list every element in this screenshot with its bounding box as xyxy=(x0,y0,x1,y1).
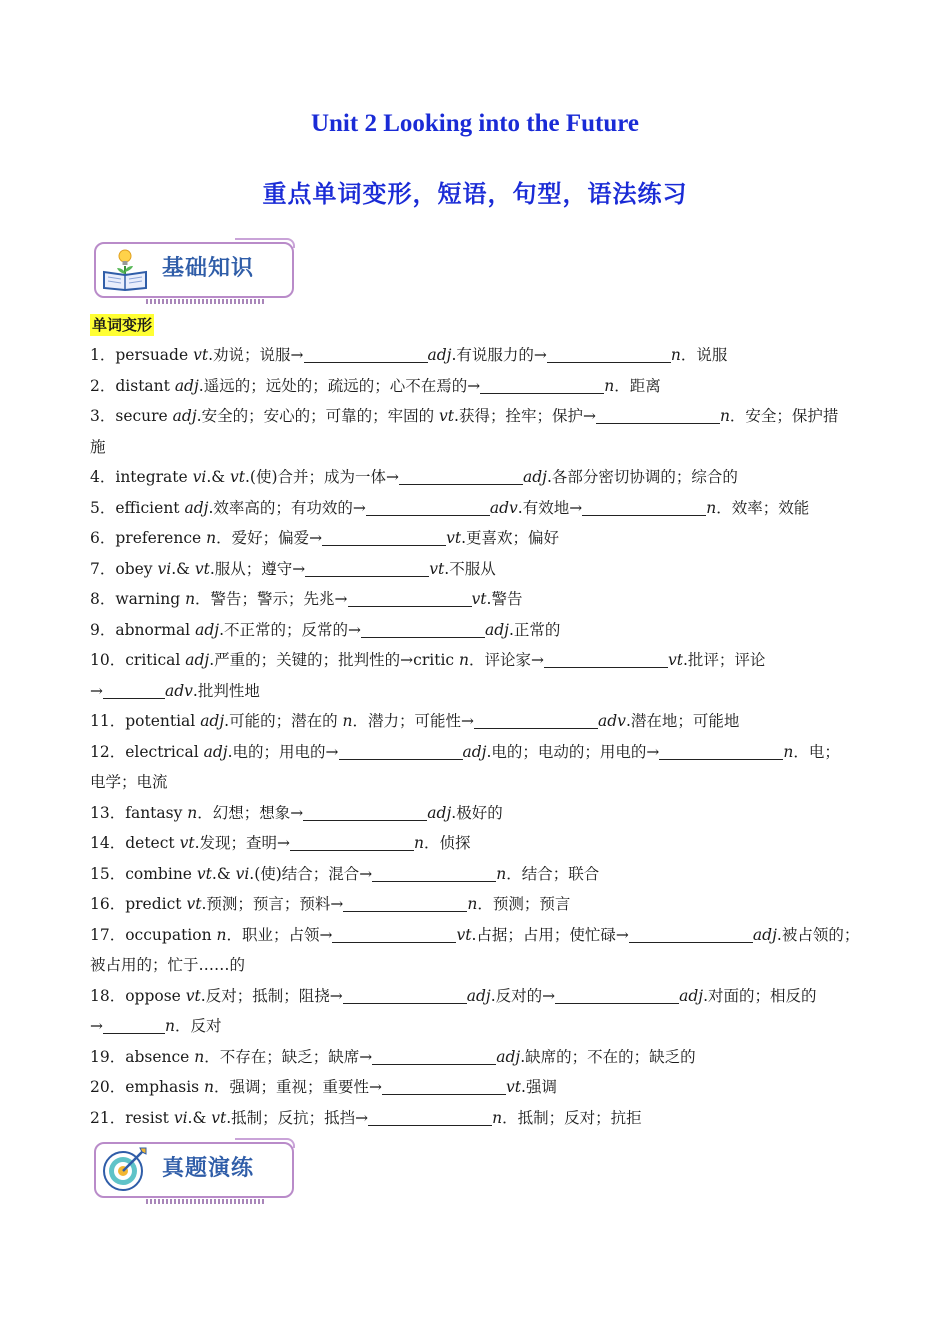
item-text: .批判性地 xyxy=(192,681,260,700)
answer-blank[interactable] xyxy=(332,926,456,943)
item-text: ．爱好；偏爱→ xyxy=(216,529,323,547)
item-text: .反对的→ xyxy=(490,986,556,1005)
part-of-speech: adv xyxy=(598,712,626,730)
answer-blank[interactable] xyxy=(372,865,496,882)
item-text: .不正常的；反常的→ xyxy=(219,620,361,639)
part-of-speech: vi xyxy=(157,559,172,578)
word-item-line xyxy=(90,651,765,669)
item-text: .有说服力的→ xyxy=(451,346,547,364)
part-of-speech: vi xyxy=(173,1108,188,1127)
answer-blank[interactable] xyxy=(399,469,523,486)
answer-blank[interactable] xyxy=(368,1109,492,1126)
answer-blank[interactable] xyxy=(629,926,753,943)
item-text: .(使)合并；成为一体→ xyxy=(244,468,399,486)
item-text: ．距离 xyxy=(614,376,661,395)
answer-blank[interactable] xyxy=(303,804,427,821)
word-item xyxy=(90,920,870,981)
word-item xyxy=(90,645,870,706)
word-item-line xyxy=(90,712,739,730)
word-item-line xyxy=(90,926,859,944)
item-text: 3．secure xyxy=(90,407,173,425)
answer-blank[interactable] xyxy=(480,377,604,394)
item-text: .极好的 xyxy=(451,803,503,822)
part-of-speech: n xyxy=(185,590,196,608)
item-text: ．侦探 xyxy=(423,834,471,852)
item-text: ．评论家→ xyxy=(469,651,544,669)
word-item xyxy=(90,859,870,890)
answer-blank[interactable] xyxy=(322,530,446,547)
open-book-lightbulb-icon xyxy=(100,244,150,294)
word-item xyxy=(90,981,870,1042)
item-text: .发现；查明→ xyxy=(194,834,290,852)
item-text: 20．emphasis xyxy=(90,1078,205,1096)
part-of-speech: adj xyxy=(195,620,220,639)
word-item xyxy=(90,615,870,646)
part-of-speech: vt xyxy=(668,651,683,669)
item-text: ．效率；效能 xyxy=(716,498,810,517)
word-item-line xyxy=(90,346,727,364)
item-text: ．不存在；缺乏；缺席→ xyxy=(204,1047,373,1066)
answer-blank[interactable] xyxy=(547,347,671,364)
item-text: ．潜力；可能性→ xyxy=(352,712,475,730)
part-of-speech: vt xyxy=(211,1108,227,1127)
item-text: ．预测；预言 xyxy=(477,895,571,913)
answer-blank[interactable] xyxy=(103,682,165,699)
part-of-speech: vi xyxy=(235,864,250,883)
section-label: 单词变形 xyxy=(92,316,153,334)
item-text: .(使)结合；混合→ xyxy=(249,864,373,883)
part-of-speech: vt xyxy=(439,407,455,425)
item-text: .服从；遵守→ xyxy=(209,559,306,578)
item-text: 8．warning xyxy=(90,590,186,608)
part-of-speech: adj xyxy=(203,742,228,761)
item-text: .严重的；关键的；批判性的→critic xyxy=(209,651,460,669)
word-item xyxy=(90,340,870,371)
word-item-line xyxy=(90,804,503,822)
document-subtitle: 重点单词变形，短语，句型，语法练习 xyxy=(262,180,688,208)
item-text: ．电； xyxy=(793,742,840,761)
answer-blank[interactable] xyxy=(343,987,467,1004)
item-text: .反对；抵制；阻挠→ xyxy=(200,986,343,1005)
word-item-line xyxy=(90,499,809,517)
answer-blank[interactable] xyxy=(596,408,720,425)
part-of-speech: vt xyxy=(196,864,212,883)
answer-blank[interactable] xyxy=(382,1079,506,1096)
word-item-continuation: 被占用的；忙于……的 xyxy=(90,956,246,974)
answer-blank[interactable] xyxy=(103,1018,165,1035)
item-text: .可能的；潜在的 xyxy=(224,712,343,730)
part-of-speech: adj xyxy=(185,651,210,669)
item-text: .占据；占用；使忙碌→ xyxy=(471,925,629,944)
item-text: ．幻想；想象→ xyxy=(197,803,304,822)
part-of-speech: n xyxy=(467,895,478,913)
word-item-line xyxy=(90,377,661,395)
word-item-line xyxy=(90,865,599,883)
word-item xyxy=(90,554,870,585)
item-text: .不服从 xyxy=(444,559,496,578)
item-text: 21．resist xyxy=(90,1108,174,1127)
part-of-speech: vt xyxy=(229,468,245,486)
part-of-speech: n xyxy=(216,925,227,944)
item-text: .劝说；说服→ xyxy=(208,346,304,364)
answer-blank[interactable] xyxy=(343,896,467,913)
word-item xyxy=(90,889,870,920)
item-text: .电的；电动的；用电的→ xyxy=(486,742,660,761)
part-of-speech: n xyxy=(206,529,217,547)
item-text: .& xyxy=(187,1108,212,1127)
practice-banner-label: 真题演练 xyxy=(162,1156,255,1181)
part-of-speech: vt xyxy=(471,590,487,608)
item-text: 15．combine xyxy=(90,864,197,883)
word-form-list xyxy=(90,340,870,1133)
word-item-continuation xyxy=(90,676,870,707)
answer-blank[interactable] xyxy=(659,743,783,760)
item-text: 16．predict xyxy=(90,895,187,913)
answer-blank[interactable] xyxy=(304,347,428,364)
part-of-speech: adj xyxy=(184,498,209,517)
item-text: ．安全；保护措 xyxy=(729,407,839,425)
answer-blank[interactable] xyxy=(544,652,668,669)
answer-blank[interactable] xyxy=(582,499,706,516)
word-item-line xyxy=(90,1078,557,1096)
item-text: → xyxy=(90,681,103,700)
part-of-speech: n xyxy=(719,407,730,425)
part-of-speech: n xyxy=(342,712,353,730)
word-item-line xyxy=(90,407,838,425)
part-of-speech: n xyxy=(670,346,681,364)
part-of-speech: adj xyxy=(484,620,509,639)
part-of-speech: adj xyxy=(496,1047,521,1066)
answer-blank[interactable] xyxy=(305,560,429,577)
word-item-line xyxy=(90,621,560,639)
item-text: ．说服 xyxy=(680,346,728,364)
item-text: .更喜欢；偏好 xyxy=(461,529,560,547)
answer-blank[interactable] xyxy=(555,987,679,1004)
item-text: .& xyxy=(206,468,230,486)
item-text: .& xyxy=(171,559,195,578)
item-text: 6．preference xyxy=(90,529,207,547)
part-of-speech: vt xyxy=(186,895,202,913)
item-text: .批评；评论 xyxy=(683,651,766,669)
basics-banner xyxy=(90,238,295,306)
item-text: 10．critical xyxy=(90,651,186,669)
word-item xyxy=(90,1103,870,1134)
part-of-speech: adv xyxy=(165,681,193,700)
part-of-speech: vt xyxy=(429,559,445,578)
word-item xyxy=(90,737,870,798)
part-of-speech: vt xyxy=(194,559,210,578)
part-of-speech: adj xyxy=(462,742,487,761)
item-text: .缺席的；不在的；缺乏的 xyxy=(520,1047,696,1066)
part-of-speech: vt xyxy=(185,986,201,1005)
item-text: .被占领的； xyxy=(776,925,860,944)
item-text: 1．persuade xyxy=(90,346,194,364)
item-text: .效率高的；有功效的→ xyxy=(208,498,366,517)
word-item-line xyxy=(90,743,840,761)
part-of-speech: n xyxy=(496,864,507,883)
document-title: Unit 2 Looking into the Future xyxy=(310,110,640,137)
word-item xyxy=(90,706,870,737)
item-text: .获得；拴牢；保护→ xyxy=(454,407,596,425)
answer-blank[interactable] xyxy=(290,835,414,852)
part-of-speech: adj xyxy=(752,925,777,944)
word-item-line xyxy=(90,895,570,913)
item-text: .潜在地；可能地 xyxy=(625,712,740,730)
part-of-speech: adj xyxy=(427,803,452,822)
part-of-speech: vt xyxy=(193,346,209,364)
item-text: .强调 xyxy=(521,1078,557,1096)
item-text: 9．abnormal xyxy=(90,620,196,639)
item-text: ．强调；重视；重要性→ xyxy=(214,1078,383,1096)
word-item xyxy=(90,401,870,462)
item-text: 11．potential xyxy=(90,712,201,730)
item-text: .电的；用电的→ xyxy=(227,742,339,761)
part-of-speech: n xyxy=(604,376,615,395)
word-item xyxy=(90,523,870,554)
word-item xyxy=(90,584,870,615)
target-dart-icon xyxy=(100,1144,150,1194)
word-item-line xyxy=(90,834,470,852)
answer-blank[interactable] xyxy=(474,713,598,730)
item-text: ．抵制；反对；抗拒 xyxy=(502,1108,642,1127)
part-of-speech: adj xyxy=(466,986,491,1005)
word-item-line xyxy=(90,987,817,1005)
item-text: .有效地→ xyxy=(517,498,583,517)
answer-blank[interactable] xyxy=(366,499,490,516)
word-item-line xyxy=(90,560,496,578)
item-text: ．警告；警示；先兆→ xyxy=(195,590,348,608)
part-of-speech: n xyxy=(204,1078,215,1096)
item-text: 13．fantasy xyxy=(90,803,188,822)
word-item-line xyxy=(90,1048,696,1066)
part-of-speech: vt xyxy=(506,1078,522,1096)
item-text: .预测；预言；预料→ xyxy=(201,895,344,913)
item-text: → xyxy=(90,1017,103,1035)
part-of-speech: n xyxy=(194,1047,205,1066)
word-item xyxy=(90,828,870,859)
word-item xyxy=(90,462,870,493)
part-of-speech: vi xyxy=(192,468,207,486)
part-of-speech: vt xyxy=(446,529,462,547)
word-item-line xyxy=(90,1109,642,1127)
item-text: .各部分密切协调的；综合的 xyxy=(546,468,738,486)
part-of-speech: vt xyxy=(179,834,195,852)
part-of-speech: adj xyxy=(174,376,199,395)
item-text: 12．electrical xyxy=(90,742,204,761)
part-of-speech: adv xyxy=(489,498,518,517)
item-text: .警告 xyxy=(486,590,523,608)
word-item xyxy=(90,1042,870,1073)
word-item xyxy=(90,798,870,829)
part-of-speech: n xyxy=(459,651,469,669)
part-of-speech: n xyxy=(492,1108,503,1127)
part-of-speech: n xyxy=(413,834,424,852)
answer-blank[interactable] xyxy=(361,621,485,638)
part-of-speech: n xyxy=(706,498,717,517)
word-item-line xyxy=(90,590,522,608)
answer-blank[interactable] xyxy=(372,1048,496,1065)
item-text: .对面的；相反的 xyxy=(703,986,817,1005)
item-text: 19．absence xyxy=(90,1047,195,1066)
item-text: .& xyxy=(211,864,236,883)
item-text: 2．distant xyxy=(90,376,175,395)
answer-blank[interactable] xyxy=(339,743,463,760)
item-text: 14．detect xyxy=(90,834,180,852)
part-of-speech: adj xyxy=(523,468,547,486)
item-text: 5．efficient xyxy=(90,498,185,517)
word-item-line xyxy=(90,529,559,547)
answer-blank[interactable] xyxy=(348,591,472,608)
part-of-speech: adj xyxy=(200,712,225,730)
item-text: 4．integrate xyxy=(90,468,193,486)
item-text: 7．obey xyxy=(90,559,158,578)
item-text: ．结合；联合 xyxy=(506,864,600,883)
item-text: .遥远的；远处的；疏远的；心不在焉的→ xyxy=(198,376,481,395)
word-item xyxy=(90,493,870,524)
item-text: 17．occupation xyxy=(90,925,217,944)
item-text: .正常的 xyxy=(508,620,561,639)
part-of-speech: n xyxy=(783,742,794,761)
word-item xyxy=(90,1072,870,1103)
practice-banner xyxy=(90,1138,295,1206)
part-of-speech: adj xyxy=(172,407,197,425)
word-item-line xyxy=(90,468,738,486)
word-item-continuation: 施 xyxy=(90,437,106,456)
word-item xyxy=(90,371,870,402)
item-text: ．反对 xyxy=(174,1017,222,1035)
part-of-speech: adj xyxy=(427,346,452,364)
word-item-continuation xyxy=(90,1011,870,1042)
item-text: 18．oppose xyxy=(90,986,186,1005)
item-text: .抵制；反抗；抵挡→ xyxy=(226,1108,369,1127)
part-of-speech: n xyxy=(187,803,198,822)
part-of-speech: n xyxy=(165,1017,175,1035)
item-text: ．职业；占领→ xyxy=(226,925,333,944)
part-of-speech: adj xyxy=(679,986,704,1005)
basics-banner-label: 基础知识 xyxy=(162,256,255,281)
item-text: .安全的；安心的；可靠的；牢固的 xyxy=(196,407,440,425)
part-of-speech: vt xyxy=(456,925,472,944)
word-item-continuation: 电学；电流 xyxy=(90,773,168,791)
